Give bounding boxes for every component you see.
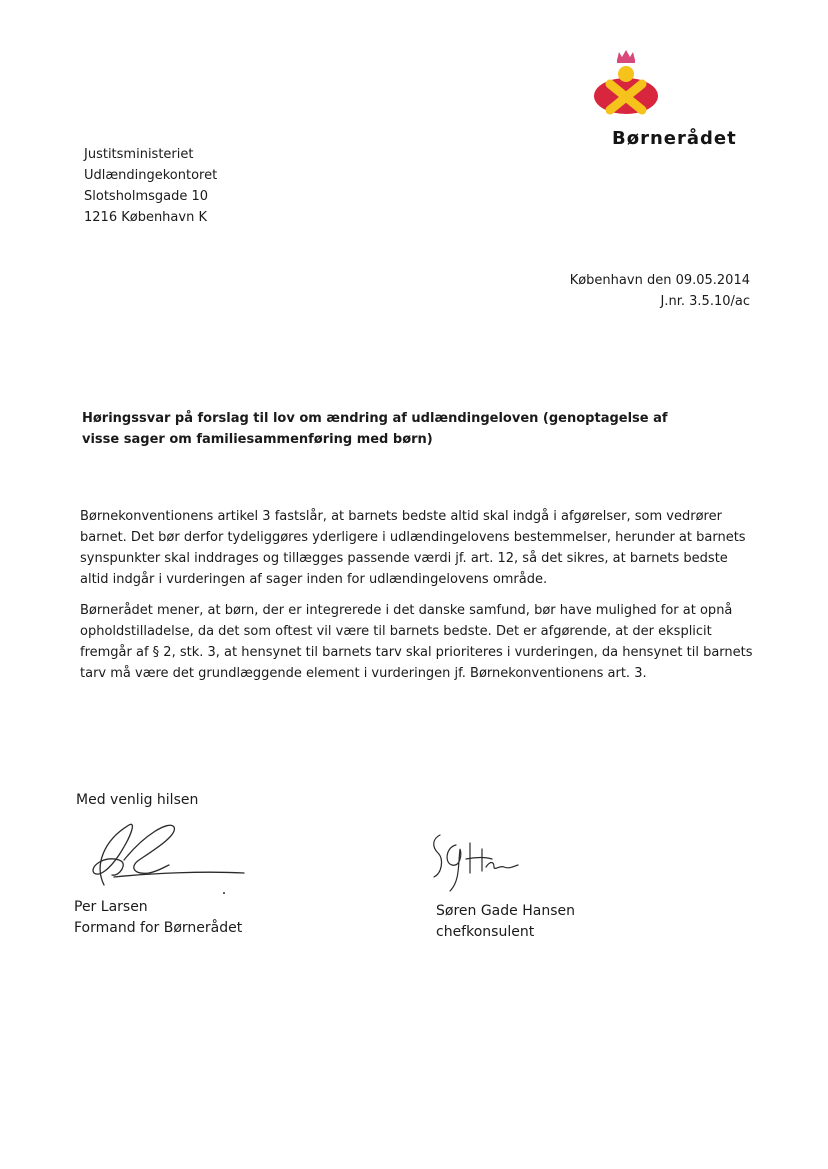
recipient-line: Slotsholmsgade 10 — [84, 189, 209, 204]
recipient-address — [84, 144, 217, 228]
body-paragraph: Børnerådet mener, at børn, der er integrerede i det danske samfund, bør have mulighed for at opnå opholdstilladelse, da det som oftest vil være til barnets bedste. Det er afgørende, at der eksplicit fremgår af § 2, stk. 3, at hensynet til barnets tarv skal prioriteres i vurderingen, da hensynet til barnets tarv må være det grundlæggende element i vurderingen jf. Børnekonventionens art. 3. — [80, 603, 753, 681]
signature-soren-gade-hansen-icon — [426, 825, 546, 895]
recipient-line: Udlændingekontoret — [84, 168, 218, 183]
signer-per-larsen — [74, 897, 242, 939]
date-block — [570, 270, 750, 312]
organization-name: Børnerådet — [612, 128, 737, 149]
letter-body — [80, 506, 760, 694]
body-paragraph: Børnekonventionens artikel 3 fastslår, at barnets bedste altid skal indgå i afgørelser, som vedrører barnet. Det bør derfor tydeliggøres yderligere i udlændingelovens bestemmelser, herunder at barnets synspunkter skal inddrages og tillægges passende værdi jf. art. 12, så det sikres, at barnets bedste altid indgår i vurderingen af sager inden for udlændingelovens område. — [80, 509, 746, 587]
signature-per-larsen-icon — [74, 815, 264, 895]
date-line: København den 09.05.2014 — [569, 273, 750, 288]
closing-salutation: Med venlig hilsen — [76, 792, 199, 808]
signer-name: Søren Gade Hansen — [436, 903, 575, 919]
recipient-line: Justitsministeriet — [84, 147, 194, 162]
letter-subject: Høringssvar på forslag til lov om ændring af udlændingeloven (genoptagelse af visse sager om familiesammenføring med børn) — [82, 411, 668, 447]
signer-title: Formand for Børnerådet — [74, 920, 243, 936]
journal-number: J.nr. 3.5.10/ac — [660, 294, 750, 309]
signer-title: chefkonsulent — [436, 924, 535, 940]
recipient-line: 1216 København K — [84, 210, 207, 225]
borneraadet-logo-icon — [588, 48, 664, 124]
signer-soren-gade-hansen — [436, 901, 575, 943]
signer-name: Per Larsen — [74, 899, 148, 915]
